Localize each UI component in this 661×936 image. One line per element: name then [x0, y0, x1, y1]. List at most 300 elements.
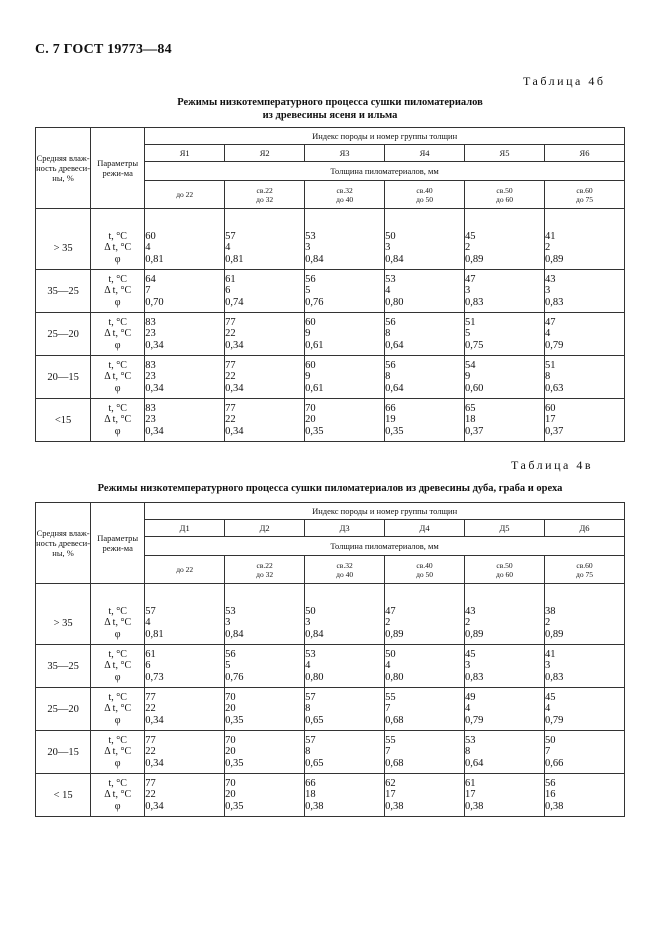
param-label: t, °C [108, 316, 127, 328]
value-cell [465, 602, 545, 645]
table-row [36, 270, 625, 313]
value: 17 [385, 789, 396, 801]
value: 56 [305, 273, 316, 285]
value-cell [385, 774, 465, 817]
param-label: Δ t, °C [104, 703, 132, 715]
moisture-range: > 35 [36, 602, 91, 645]
value: 0,64 [465, 757, 484, 769]
param-labels [91, 270, 145, 313]
table-row [36, 227, 625, 270]
param-label: Δ t, °C [104, 242, 132, 254]
table-row [36, 645, 625, 688]
value: 22 [145, 789, 156, 801]
group-code: Я5 [465, 145, 545, 162]
value: 0,37 [544, 425, 564, 437]
value: 54 [465, 359, 476, 371]
value: 0,34 [145, 425, 164, 437]
value: 55 [385, 734, 396, 746]
value: 0,63 [544, 382, 564, 394]
thickness-range-line1: св.22 [256, 560, 273, 570]
value: 66 [305, 777, 316, 789]
value: 22 [225, 371, 236, 383]
value: 0,34 [225, 339, 244, 351]
value: 0,89 [544, 628, 564, 640]
param-labels [91, 399, 145, 442]
group-code: Д2 [225, 520, 305, 537]
spacer-cell [465, 209, 545, 228]
value: 2 [465, 242, 471, 254]
thickness-range-line1: св.22 [256, 185, 273, 195]
param-labels [91, 356, 145, 399]
value: 0,34 [145, 339, 164, 351]
value: 57 [145, 605, 156, 617]
value: 61 [225, 273, 236, 285]
value-cell [305, 227, 385, 270]
thickness-range [305, 181, 385, 209]
value: 47 [385, 605, 396, 617]
value: 0,61 [305, 339, 324, 351]
thickness-range [145, 556, 225, 584]
value: 83 [145, 316, 156, 328]
value: 0,84 [225, 628, 244, 640]
value-cell [145, 399, 225, 442]
value: 0,68 [385, 757, 404, 769]
value: 22 [225, 414, 236, 426]
value-cell [305, 270, 385, 313]
spacer-cell [36, 209, 91, 228]
value: 22 [225, 328, 236, 340]
thickness-range-line2: до 75 [576, 569, 593, 579]
value: 18 [465, 414, 476, 426]
param-labels [91, 602, 145, 645]
value: 0,84 [385, 253, 404, 265]
value: 0,60 [465, 382, 484, 394]
moisture-header: Средняя влаж-ность древеси-ны, % [36, 128, 91, 209]
value: 0,83 [544, 296, 564, 308]
value: 53 [385, 273, 396, 285]
value: 53 [465, 734, 476, 746]
value: 3 [544, 285, 551, 297]
value: 64 [145, 273, 156, 285]
param-label: Δ t, °C [104, 285, 132, 297]
value-cell [465, 645, 545, 688]
param-labels [91, 731, 145, 774]
value: 62 [385, 777, 396, 789]
value: 0,68 [385, 714, 404, 726]
param-label: t, °C [108, 402, 127, 414]
value: 23 [145, 414, 156, 426]
value: 41 [544, 648, 556, 660]
value: 0,75 [465, 339, 484, 351]
value-cell [305, 731, 385, 774]
value: 0,34 [225, 382, 244, 394]
value: 0,79 [465, 714, 484, 726]
value-cell [465, 270, 545, 313]
value-cell [385, 270, 465, 313]
value-cell [225, 356, 305, 399]
value: 0,34 [145, 757, 164, 769]
thickness-range [225, 556, 305, 584]
moisture-range: > 35 [36, 227, 91, 270]
value: 41 [544, 230, 556, 242]
value: 0,65 [305, 757, 324, 769]
value: 0,79 [544, 714, 564, 726]
value: 83 [145, 359, 156, 371]
value: 47 [544, 316, 556, 328]
moisture-range: 35—25 [36, 270, 91, 313]
moisture-range: 20—15 [36, 356, 91, 399]
value: 0,34 [225, 425, 244, 437]
thickness-header: Толщина пиломатериалов, мм [145, 162, 625, 181]
value: 4 [465, 703, 471, 715]
param-label: t, °C [108, 691, 127, 703]
value: 8 [385, 371, 391, 383]
value-cell [145, 356, 225, 399]
value-cell [305, 645, 385, 688]
value: 0,76 [305, 296, 324, 308]
value-cell [465, 774, 545, 817]
value: 0,65 [305, 714, 324, 726]
value: 0,84 [305, 253, 324, 265]
param-label: Δ t, °C [104, 617, 132, 629]
value-cell [544, 356, 624, 399]
table-4v-title [35, 482, 625, 495]
value: 0,35 [385, 425, 404, 437]
spacer-cell [91, 209, 145, 228]
spacer-cell [305, 584, 385, 603]
value-cell [385, 227, 465, 270]
value-cell [385, 313, 465, 356]
value: 0,80 [305, 671, 324, 683]
value: 4 [385, 285, 391, 297]
table-4v-title-line1: Режимы низкотемпературного процесса сушки пиломатериалов из древесины дуба, граба и ореха [97, 483, 563, 494]
value: 3 [305, 617, 311, 629]
param-label: Δ t, °C [104, 789, 132, 801]
param-label: φ [114, 382, 121, 394]
value-cell [145, 602, 225, 645]
value-cell [465, 731, 545, 774]
moisture-range: 35—25 [36, 645, 91, 688]
value: 0,83 [465, 296, 484, 308]
value-cell [544, 688, 624, 731]
spacer-cell [36, 584, 91, 603]
value: 57 [225, 230, 236, 242]
param-label: t, °C [108, 273, 127, 285]
thickness-range-line1: до 22 [176, 190, 194, 199]
value: 0,70 [145, 296, 164, 308]
value: 6 [225, 285, 231, 297]
value-cell [385, 602, 465, 645]
param-label: Δ t, °C [104, 746, 132, 758]
moisture-range: < 15 [36, 774, 91, 817]
value: 0,74 [225, 296, 244, 308]
group-code: Я6 [544, 145, 624, 162]
value: 0,34 [145, 714, 164, 726]
value: 2 [544, 242, 551, 254]
table-4b-title [35, 96, 625, 122]
params-header: Параметры режи-ма [91, 503, 145, 584]
value: 8 [305, 703, 311, 715]
value-cell [465, 313, 545, 356]
spacer-cell [145, 209, 225, 228]
value-cell [145, 227, 225, 270]
value: 53 [305, 230, 316, 242]
thickness-range-line2: до 50 [416, 194, 434, 204]
value: 0,61 [305, 382, 324, 394]
value: 16 [544, 789, 556, 801]
value-cell [544, 602, 624, 645]
moisture-range: <15 [36, 399, 91, 442]
value: 0,89 [465, 253, 484, 265]
value: 18 [305, 789, 316, 801]
group-code: Я3 [305, 145, 385, 162]
value: 9 [305, 328, 311, 340]
moisture-header: Средняя влаж-ность древеси-ны, % [36, 503, 91, 584]
value: 0,38 [465, 800, 484, 812]
value: 17 [544, 414, 556, 426]
param-labels [91, 227, 145, 270]
value: 0,76 [225, 671, 244, 683]
table-4b-label: Таблица 4б [523, 74, 606, 88]
spacer-cell [91, 584, 145, 603]
param-label: Δ t, °C [104, 660, 132, 672]
table-4b-title-line2: из древесины ясеня и ильма [262, 110, 398, 121]
value: 0,89 [385, 628, 404, 640]
param-label: t, °C [108, 359, 127, 371]
value-cell [225, 602, 305, 645]
value-cell [385, 399, 465, 442]
value: 43 [465, 605, 476, 617]
thickness-range [145, 181, 225, 209]
value-cell [305, 313, 385, 356]
value: 0,83 [544, 671, 564, 683]
param-label: φ [114, 628, 121, 640]
thickness-range [385, 556, 465, 584]
table-row [36, 399, 625, 442]
value: 20 [225, 789, 236, 801]
param-labels [91, 774, 145, 817]
value: 3 [385, 242, 391, 254]
thickness-range-line2: до 32 [256, 194, 274, 204]
value: 20 [225, 746, 236, 758]
thickness-range-line1: св.50 [496, 560, 513, 570]
value: 77 [225, 359, 236, 371]
value: 23 [145, 328, 156, 340]
value: 83 [145, 402, 156, 414]
value: 0,64 [385, 339, 404, 351]
value: 8 [305, 746, 311, 758]
value: 0,66 [544, 757, 564, 769]
value-cell [225, 731, 305, 774]
moisture-range: 25—20 [36, 688, 91, 731]
value: 61 [145, 648, 156, 660]
value: 56 [385, 316, 396, 328]
value-cell [385, 645, 465, 688]
value: 4 [305, 660, 311, 672]
moisture-range: 25—20 [36, 313, 91, 356]
thickness-range-line1: св.50 [496, 185, 513, 195]
param-label: Δ t, °C [104, 371, 132, 383]
value-cell [305, 688, 385, 731]
value: 8 [544, 371, 551, 383]
value: 4 [385, 660, 391, 672]
thickness-range [544, 181, 624, 209]
value-cell [145, 688, 225, 731]
value: 23 [145, 371, 156, 383]
value-cell [305, 602, 385, 645]
value: 2 [544, 617, 551, 629]
value: 50 [305, 605, 316, 617]
thickness-range-line2: до 60 [496, 194, 513, 204]
value-cell [465, 688, 545, 731]
table-row [36, 688, 625, 731]
value: 0,38 [544, 800, 564, 812]
value: 3 [544, 660, 551, 672]
value: 70 [305, 402, 316, 414]
value: 57 [305, 691, 316, 703]
value: 60 [544, 402, 556, 414]
value: 38 [544, 605, 556, 617]
value: 0,81 [145, 628, 164, 640]
value: 6 [145, 660, 151, 672]
value: 0,84 [305, 628, 324, 640]
spacer-cell [544, 584, 624, 603]
table-row [36, 774, 625, 817]
value: 5 [465, 328, 471, 340]
spacer-cell [225, 209, 305, 228]
spacer-cell [305, 209, 385, 228]
value-cell [225, 399, 305, 442]
thickness-range-line1: св.60 [576, 185, 593, 195]
value: 70 [225, 734, 236, 746]
value: 0,34 [145, 382, 164, 394]
value-cell [145, 270, 225, 313]
group-code: Д3 [305, 520, 385, 537]
param-label: t, °C [108, 648, 127, 660]
group-code: Д4 [385, 520, 465, 537]
thickness-range-line2: до 32 [256, 569, 274, 579]
value-cell [225, 774, 305, 817]
value-cell [544, 227, 624, 270]
value: 0,35 [225, 714, 244, 726]
value: 0,89 [544, 253, 564, 265]
value: 2 [465, 617, 471, 629]
value-cell [465, 356, 545, 399]
param-label: φ [114, 253, 121, 265]
value: 53 [225, 605, 236, 617]
value: 77 [225, 316, 236, 328]
param-label: Δ t, °C [104, 414, 132, 426]
value: 3 [465, 285, 471, 297]
group-code: Д5 [465, 520, 545, 537]
value-cell [385, 688, 465, 731]
value: 43 [544, 273, 556, 285]
value-cell [385, 356, 465, 399]
value: 65 [465, 402, 476, 414]
value: 47 [465, 273, 476, 285]
thickness-range-line1: св.60 [576, 560, 593, 570]
table-4b [35, 127, 625, 442]
param-label: t, °C [108, 605, 127, 617]
param-label: φ [114, 800, 121, 812]
thickness-range [544, 556, 624, 584]
value: 61 [465, 777, 476, 789]
thickness-range [305, 556, 385, 584]
param-label: Δ t, °C [104, 328, 132, 340]
value: 20 [305, 414, 316, 426]
value-cell [225, 688, 305, 731]
value: 22 [145, 703, 156, 715]
index-header: Индекс породы и номер группы толщин [145, 503, 625, 520]
group-code: Д1 [145, 520, 225, 537]
value: 4 [145, 242, 151, 254]
param-labels [91, 313, 145, 356]
value: 0,34 [145, 800, 164, 812]
params-header: Параметры режи-ма [91, 128, 145, 209]
value: 4 [145, 617, 151, 629]
thickness-header: Толщина пиломатериалов, мм [145, 537, 625, 556]
thickness-range-line2: до 60 [496, 569, 513, 579]
table-row [36, 731, 625, 774]
group-code: Д6 [544, 520, 624, 537]
value: 0,37 [465, 425, 484, 437]
value: 0,81 [225, 253, 244, 265]
thickness-range-line2: до 40 [336, 194, 354, 204]
value: 60 [305, 316, 316, 328]
value: 4 [544, 328, 551, 340]
value: 45 [544, 691, 556, 703]
value-cell [544, 313, 624, 356]
value: 7 [385, 746, 391, 758]
value: 0,89 [465, 628, 484, 640]
value: 77 [145, 777, 156, 789]
value: 7 [385, 703, 391, 715]
page-header: С. 7 ГОСТ 19773—84 [35, 42, 172, 57]
value-cell [385, 731, 465, 774]
value: 0,38 [305, 800, 324, 812]
value: 51 [544, 359, 556, 371]
value: 22 [145, 746, 156, 758]
value: 3 [465, 660, 471, 672]
spacer-cell [385, 209, 465, 228]
value: 53 [305, 648, 316, 660]
value: 9 [465, 371, 471, 383]
param-label: t, °C [108, 734, 127, 746]
value: 0,64 [385, 382, 404, 394]
value: 0,35 [305, 425, 324, 437]
value-cell [544, 270, 624, 313]
value-cell [145, 731, 225, 774]
value: 3 [225, 617, 231, 629]
value-cell [305, 356, 385, 399]
thickness-range [465, 556, 545, 584]
value: 2 [385, 617, 391, 629]
thickness-range-line1: св.32 [336, 560, 353, 570]
thickness-range-line1: св.40 [416, 560, 433, 570]
value: 51 [465, 316, 476, 328]
value: 4 [544, 703, 551, 715]
thickness-range-line1: св.32 [336, 185, 353, 195]
param-label: φ [114, 757, 121, 769]
spacer-cell [385, 584, 465, 603]
table-4v-label: Таблица 4в [511, 458, 593, 472]
value: 45 [465, 648, 476, 660]
table-4b-title-line1: Режимы низкотемпературного процесса сушки пиломатериалов [177, 97, 483, 108]
value-cell [544, 399, 624, 442]
value-cell [225, 227, 305, 270]
param-label: t, °C [108, 230, 127, 242]
value-cell [465, 399, 545, 442]
